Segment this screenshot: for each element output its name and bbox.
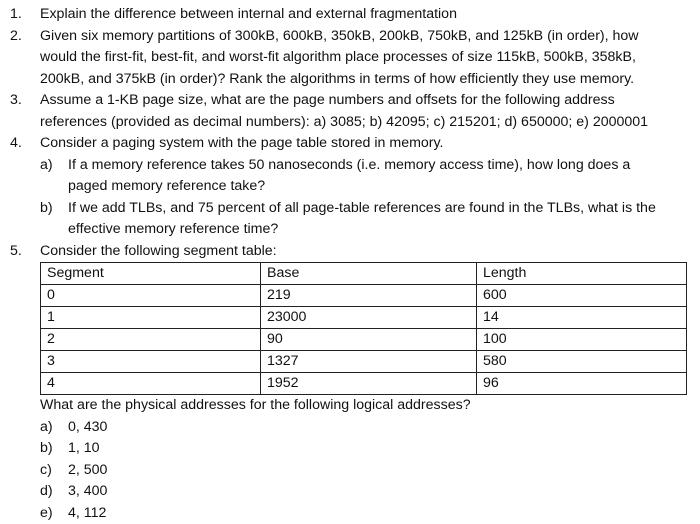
base-cell: 90 [261, 329, 477, 351]
length-cell: 14 [477, 307, 687, 329]
table-row [41, 373, 687, 395]
question-4 [0, 133, 690, 155]
table-row [41, 307, 687, 329]
column-header-segment: Segment [41, 263, 261, 285]
question-text: Consider a paging system with the page table stored in memory. [40, 133, 690, 155]
question-number: 3. [10, 90, 22, 112]
column-header-length: Length [477, 263, 687, 285]
question-number: 2. [10, 26, 22, 48]
base-cell: 23000 [261, 307, 477, 329]
option-label: d) [40, 481, 53, 503]
question-text: Consider the following segment table: [40, 241, 690, 263]
base-cell: 219 [261, 285, 477, 307]
question-text: 200kB, and 375kB (in order)? Rank the algorithms in terms of how efficiently they use memory. [40, 69, 690, 91]
option-value: 2, 500 [68, 462, 107, 478]
option-label: a) [40, 417, 53, 439]
sub-question-text: effective memory reference time? [68, 219, 690, 241]
sub-question-label: a) [40, 155, 53, 177]
base-cell: 1952 [261, 373, 477, 395]
question-number: 5. [10, 241, 22, 263]
logical-address-e [0, 503, 690, 524]
segment-cell: 4 [41, 373, 261, 395]
segment-cell: 0 [41, 285, 261, 307]
option-value: 0, 430 [68, 419, 107, 435]
option-label: c) [40, 460, 52, 482]
question-text: Given six memory partitions of 300kB, 600kB, 350kB, 200kB, 750kB, and 125kB (in order), how [40, 26, 690, 48]
option-value: 4, 112 [68, 505, 106, 521]
logical-address-a [0, 417, 690, 439]
question-number: 1. [10, 4, 22, 26]
question-text: Explain the difference between internal and external fragmentation [40, 4, 690, 26]
question-2 [0, 26, 690, 91]
question-3 [0, 90, 690, 133]
length-cell: 100 [477, 329, 687, 351]
question-1 [0, 4, 690, 26]
question-text: would the first-fit, best-fit, and worst-fit algorithm place processes of size 115kB, 500kB, 358kB, [40, 47, 690, 69]
question-text: Assume a 1-KB page size, what are the page numbers and offsets for the following address [40, 90, 690, 112]
sub-question-text: paged memory reference take? [68, 176, 690, 198]
segment-cell: 2 [41, 329, 261, 351]
sub-question-label: b) [40, 198, 53, 220]
option-value: 1, 10 [68, 440, 100, 456]
option-label: b) [40, 438, 53, 460]
option-value: 3, 400 [68, 483, 107, 499]
table-row [41, 285, 687, 307]
logical-address-b [0, 438, 690, 460]
length-cell: 600 [477, 285, 687, 307]
length-cell: 580 [477, 351, 687, 373]
option-label: e) [40, 503, 53, 524]
logical-address-c [0, 460, 690, 482]
base-cell: 1327 [261, 351, 477, 373]
table-row [41, 329, 687, 351]
sub-question-text: If a memory reference takes 50 nanoseconds (i.e. memory access time), how long does a [68, 155, 690, 177]
segment-table [40, 262, 687, 395]
homework-document [0, 4, 690, 524]
length-cell: 96 [477, 373, 687, 395]
question-4b [0, 198, 690, 241]
column-header-base: Base [261, 263, 477, 285]
question-text: references (provided as decimal numbers): a) 3085; b) 42095; c) 215201; d) 650000; e) 2000001 [40, 112, 690, 134]
question-5 [0, 241, 690, 263]
question-4a [0, 155, 690, 198]
segment-cell: 1 [41, 307, 261, 329]
sub-question-text: If we add TLBs, and 75 percent of all page-table references are found in the TLBs, what is the [68, 198, 690, 220]
followup-question: What are the physical addresses for the following logical addresses? [0, 395, 690, 417]
segment-cell: 3 [41, 351, 261, 373]
table-header-row [41, 263, 687, 285]
logical-address-d [0, 481, 690, 503]
table-row [41, 351, 687, 373]
question-number: 4. [10, 133, 22, 155]
